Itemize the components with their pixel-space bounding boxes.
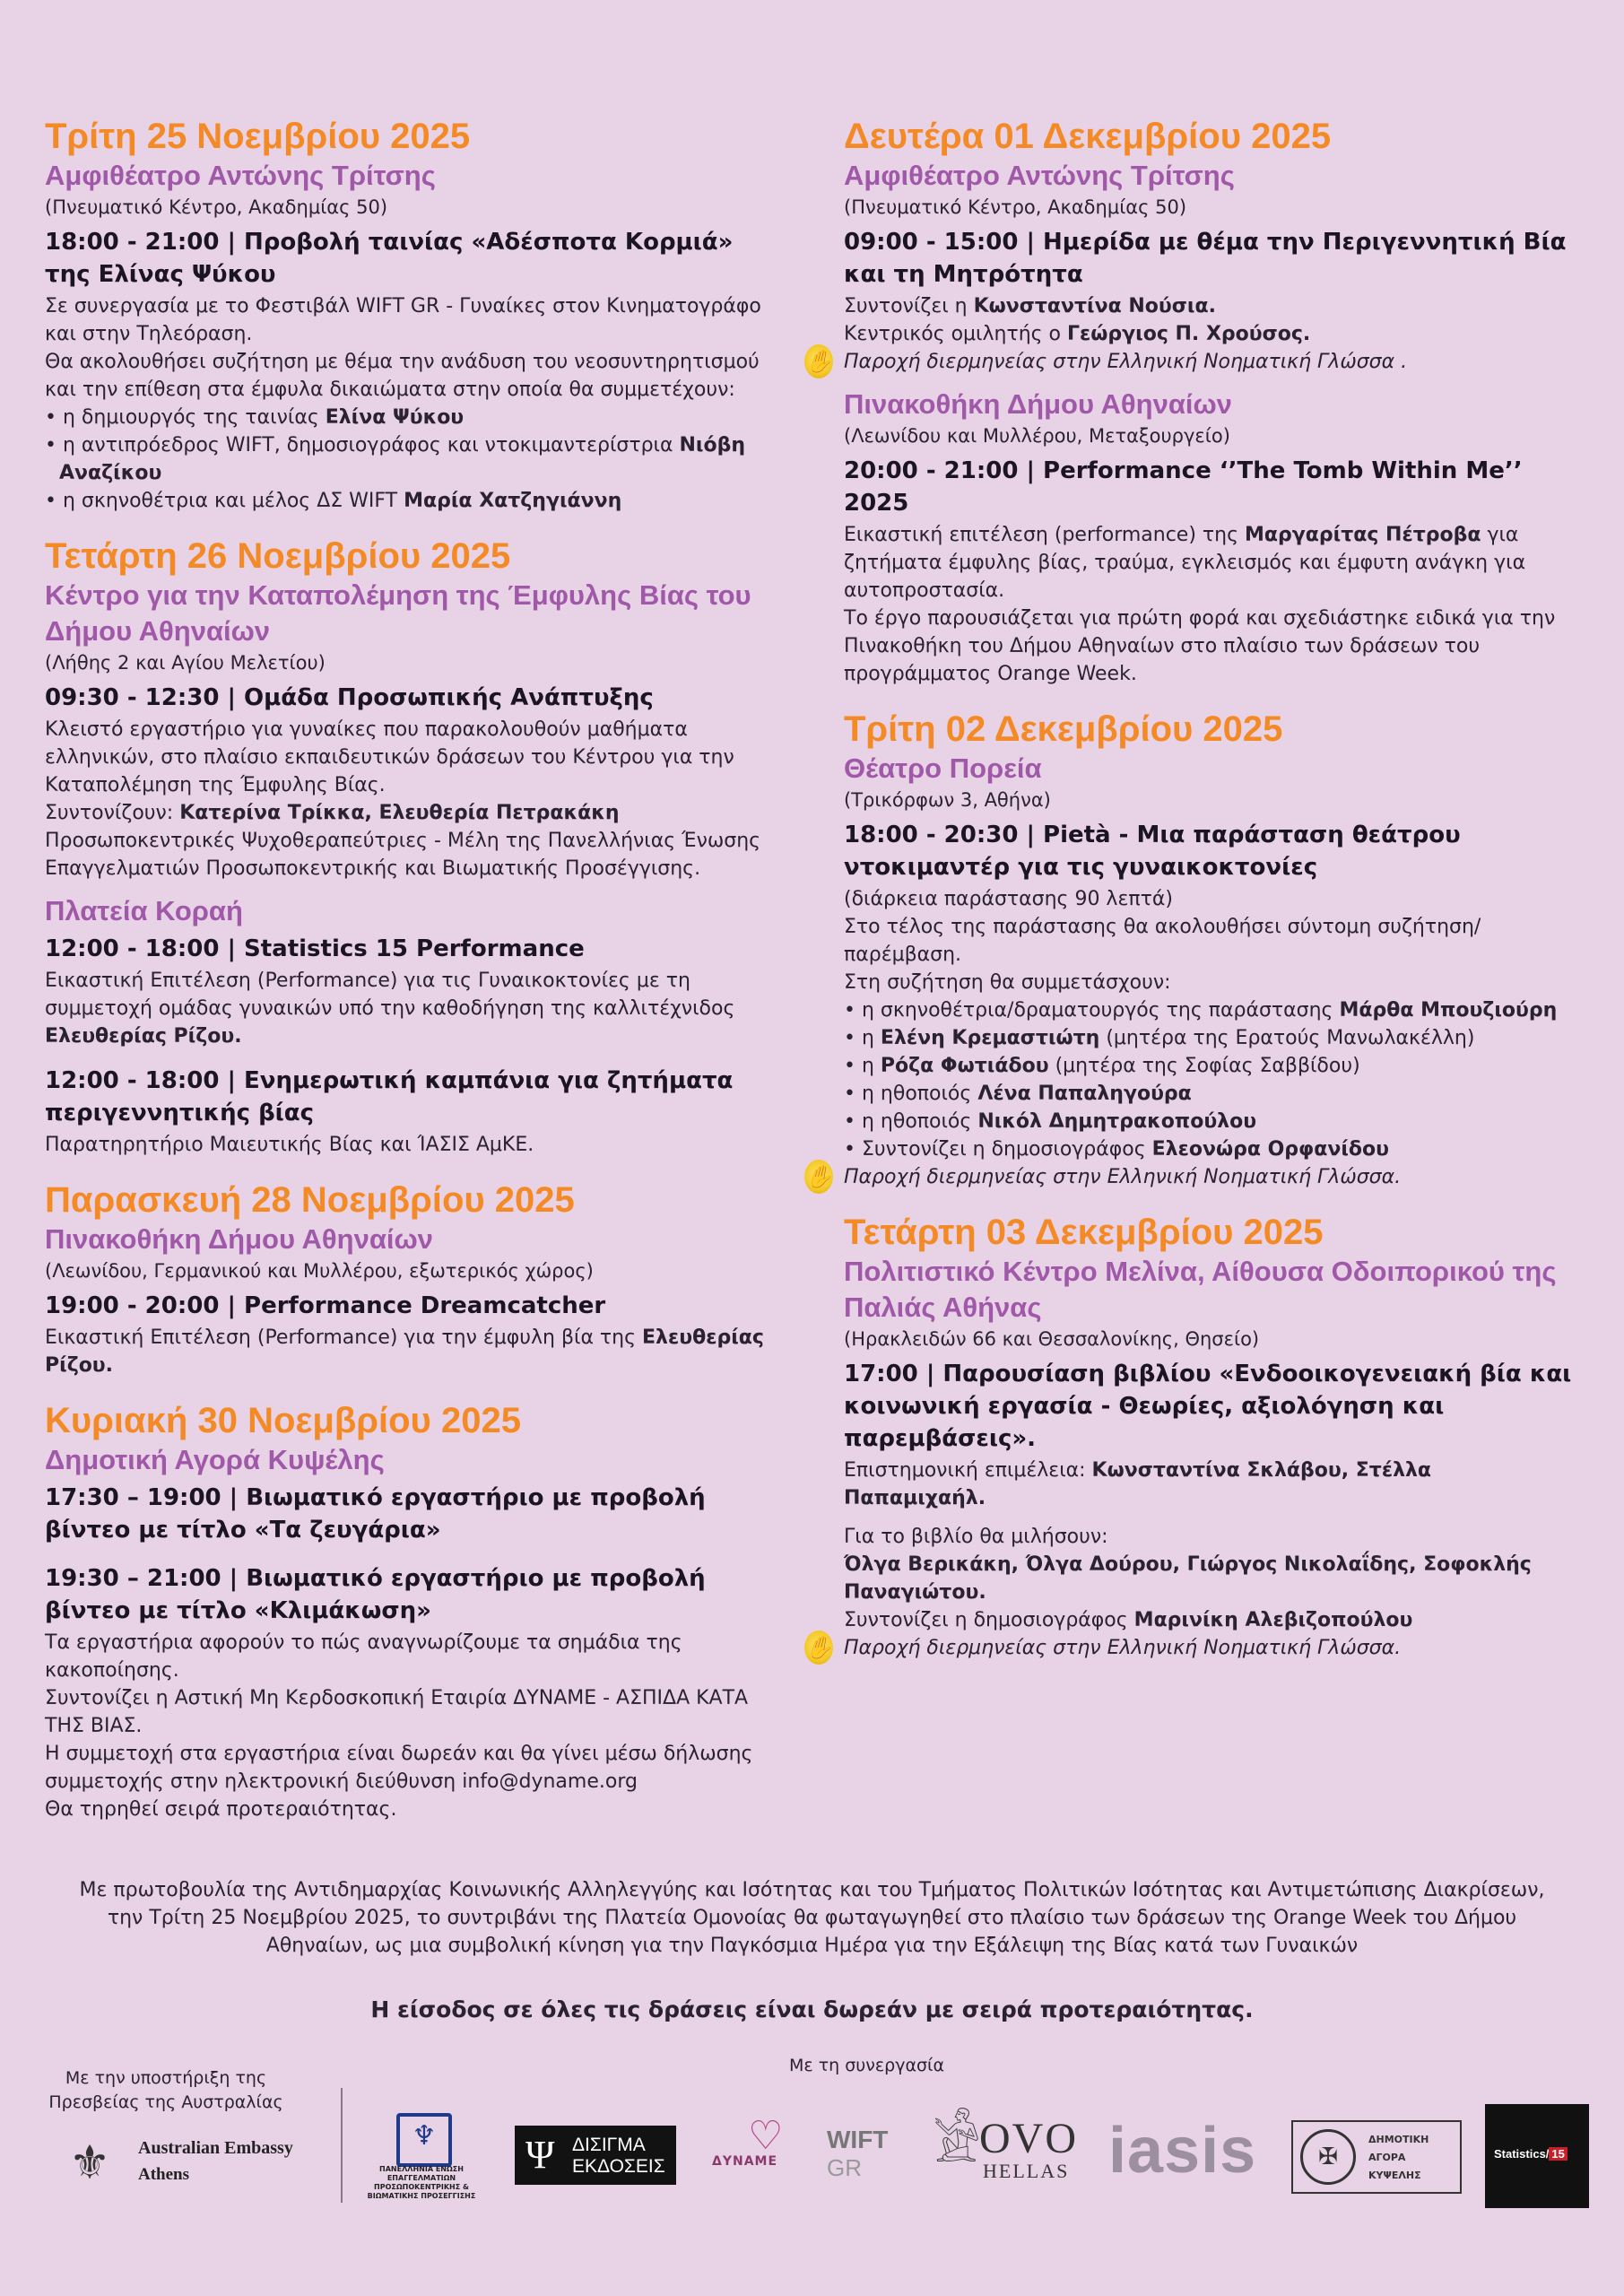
event-description: Θα ακολουθήσει συζήτηση με θέμα την ανάδυση του νεοσυντηρητισμού και την επίθεση στα έμφυλα δικαιώματα στην οποία θα συμμετέχουν:: [45, 351, 760, 401]
logo-text: ΔΥΝΑΜΕ: [712, 2154, 778, 2169]
event-title: 19:00 - 20:00 | Performance Dreamcatcher: [45, 1292, 606, 1319]
venue-address: (Ηρακλειδών 66 και Θεσσαλονίκης, Θησείο): [844, 1328, 1260, 1350]
logo-text: OVO: [979, 2115, 1078, 2162]
event-description: Το έργο παρουσιάζεται για πρώτη φορά και σχεδιάστηκε ειδικά για την Πινακοθήκη του Δήμου Αθηναίων στο πλαίσιο των δράσεων του προγράμματος Orange Week.: [844, 607, 1556, 685]
venue-address: (Λεωνίδου και Μυλλέρου, Μεταξουργείο): [844, 425, 1230, 447]
support-caption: Με την υποστήριξη της Πρεσβείας της Αυστραλίας: [48, 2068, 283, 2112]
event-title: 09:00 - 15:00 | Ημερίδα με θέμα την Περιγεννητική Βία και τη Μητρότητα: [844, 229, 1567, 288]
event-coordinator: Συντονίζει η Κωνσταντίνα Νούσια.: [844, 295, 1216, 317]
panellinia-enosi-logo: [359, 2113, 484, 2203]
event-title: 20:00 - 21:00 | Performance ‘’The Tomb Within Me’’ 2025: [844, 457, 1523, 517]
logo-divider: [341, 2088, 343, 2203]
event-speaker: Κεντρικός ομιλητής ο Γεώργιος Π. Χρούσος.: [844, 323, 1311, 345]
tree-icon: ♆: [396, 2113, 452, 2167]
event-description: Συντονίζει η Αστική Μη Κερδοσκοπική Εταιρία ΔΥΝΑΜΕ - ΑΣΠΙΔΑ ΚΑΤΑ ΤΗΣ ΒΙΑΣ.: [45, 1687, 749, 1737]
list-item: • η ηθοποιός Νικόλ Δημητρακοπούλου: [844, 1108, 1579, 1135]
event-description: Κλειστό εργαστήριο για γυναίκες που παρακολουθούν μαθήματα ελληνικών, στο πλαίσιο εκπαιδευτικών δράσεων του Κέντρου για την Καταπολέμηση της Έμφυλης Βίας.: [45, 718, 734, 796]
logo-text: ΠΑΝΕΛΛΗΝΙΑ ΕΝΩΣΗ ΕΠΑΓΓΕΛΜΑΤΙΩΝ ΠΡΟΣΩΠΟΚΕΝΤΡΙΚΗΣ & ΒΙΩΜΑΤΙΚΗΣ ΠΡΟΣΕΓΓΙΣΗΣ: [367, 2165, 476, 2200]
coat-of-arms-icon: ⚜: [68, 2136, 111, 2190]
event-title: 09:30 - 12:30 | Ομάδα Προσωπικής Ανάπτυξης: [45, 684, 654, 711]
day-heading: Κυριακή 30 Νοεμβρίου 2025: [45, 1401, 521, 1440]
right-column: [805, 115, 1579, 1662]
event-duration: (διάρκεια παράστασης 90 λεπτά): [844, 888, 1173, 910]
event-title: 18:00 - 21:00 | Προβολή ταινίας «Αδέσποτα Κορμιά» της Ελίνας Ψύκου: [45, 229, 734, 288]
footer-note: Με πρωτοβουλία της Αντιδημαρχίας Κοινωνικής Αλληλεγγύης και Ισότητας και του Τμήματος Πολιτικών Ισότητας και Αντιμετώπισης Διακρίσεων, την Τρίτη 25 Νοεμβρίου 2025, το συντριβάνι της Πλατεία Ομονοίας θα φωταγωγηθεί στο πλαίσιο των δράσεων της Orange Week του Δήμου Αθηναίων, ως μια συμβολική κίνηση για την Παγκόσμια Ημέρα για την Εξάλειψη της Βίας κατά των Γυναικών: [79, 1879, 1545, 1957]
list-item: • η σκηνοθέτρια και μέλος ΔΣ WIFT Μαρία Χατζηγιάννη: [45, 487, 780, 515]
participant-list: [844, 996, 1579, 1163]
sign-language-note: ✋ Παροχή διερμηνείας στην Ελληνική Νοηματική Γλώσσα.: [844, 1634, 1579, 1662]
event-title: 18:00 - 20:30 | Pietà - Μια παράσταση θεάτρου ντοκιμαντέρ για τις γυναικοκτονίες: [844, 822, 1461, 881]
venue-address: (Λήθης 2 και Αγίου Μελετίου): [45, 652, 326, 674]
event-description: Θα τηρηθεί σειρά προτεραιότητας.: [45, 1798, 397, 1821]
book-editors: Επιστημονική επιμέλεια: Κωνσταντίνα Σκλάβου, Στέλλα Παπαμιχαήλ.: [844, 1459, 1432, 1509]
event-description: Παρατηρητήριο Μαιευτικής Βίας και ΊΑΣΙΣ ΑμΚΕ.: [45, 1134, 534, 1156]
event-description: Προσωποκεντρικές Ψυχοθεραπεύτριες - Μέλη της Πανελλήνιας Ένωσης Επαγγελματιών Προσωποκεντρικής και Βιωματικής Προσέγγισης.: [45, 830, 761, 880]
venue-heading: Πολιτιστικό Κέντρο Μελίνα, Αίθουσα Οδοιπορικού της Παλιάς Αθήνας: [844, 1256, 1557, 1323]
event-coordinators: Συντονίζουν: Κατερίνα Τρίκκα, Ελευθερία Πετρακάκη: [45, 802, 620, 824]
sign-language-hand-icon: ✋: [804, 1631, 833, 1665]
collaboration-caption: Με τη συνεργασία: [789, 2056, 944, 2075]
sign-language-note: ✋ Παροχή διερμηνείας στην Ελληνική Νοηματική Γλώσσα .: [844, 348, 1579, 376]
event-description: Η συμμετοχή στα εργαστήρια είναι δωρεάν και θα γίνει μέσω δήλωσης συμμετοχής στην ηλεκτρονική διεύθυνση info@dyname.org: [45, 1743, 753, 1793]
list-item: • η Ελένη Κρεμαστιώτη (μητέρα της Ερατούς Μανωλακέλλη): [844, 1024, 1579, 1052]
day-heading: Παρασκευή 28 Νοεμβρίου 2025: [45, 1180, 575, 1220]
day-heading: Τρίτη 02 Δεκεμβρίου 2025: [844, 709, 1283, 749]
day-heading: Τρίτη 25 Νοεμβρίου 2025: [45, 117, 471, 156]
australian-embassy-logo: [54, 2135, 323, 2192]
venue-heading: Πινακοθήκη Δήμου Αθηναίων: [45, 1223, 433, 1255]
free-entry-notice: Η είσοδος σε όλες τις δράσεις είναι δωρεάν με σειρά προτεραιότητας.: [370, 1996, 1254, 2022]
left-column: [45, 115, 780, 1823]
statistics-15-logo: [1485, 2104, 1589, 2208]
venue-heading: Κέντρο για την Καταπολέμηση της Έμφυλης Βίας του Δήμου Αθηναίων: [45, 579, 751, 647]
iasis-logo: iasis: [1108, 2115, 1257, 2187]
disigma-logo: [515, 2126, 676, 2185]
venue-address: (Πνευματικό Κέντρο, Ακαδημίας 50): [844, 196, 1187, 218]
participant-list: [45, 404, 780, 515]
disigma-symbol-icon: Ψ: [525, 2133, 555, 2177]
list-item: • Συντονίζει η δημοσιογράφος Ελεονώρα Ορφανίδου: [844, 1135, 1579, 1163]
dimotiki-agora-kypselis-logo: [1291, 2120, 1462, 2194]
wift-gr-logo: [827, 2126, 908, 2183]
book-speakers: Όλγα Βερικάκη, Όλγα Δούρου, Γιώργος Νικολαΐδης, Σοφοκλής Παναγιώτου.: [844, 1553, 1532, 1604]
logo-text: WIFT: [827, 2126, 889, 2153]
logo-text: HELLAS: [983, 2160, 1070, 2182]
event-title: 17:30 – 19:00 | Βιωματικό εργαστήριο με προβολή βίντεο με τίτλο «Τα ζευγάρια»: [45, 1484, 706, 1544]
event-coordinator: Συντονίζει η δημοσιογράφος Μαρινίκη Αλεβιζοπούλου: [844, 1609, 1413, 1631]
event-description: Τα εργαστήρια αφορούν το πώς αναγνωρίζουμε τα σημάδια της κακοποίησης.: [45, 1631, 682, 1682]
venue-address: (Τρικόρφων 3, Αθήνα): [844, 789, 1051, 811]
logo-text: Australian Embassy: [138, 2138, 293, 2158]
day-heading: Τετάρτη 26 Νοεμβρίου 2025: [45, 536, 511, 576]
venue-heading: Πινακοθήκη Δήμου Αθηναίων: [844, 388, 1232, 420]
list-item: • η δημιουργός της ταινίας Ελίνα Ψύκου: [45, 404, 780, 431]
event-description: Στη συζήτηση θα συμμετάσχουν:: [844, 971, 1171, 994]
day-heading: Τετάρτη 03 Δεκεμβρίου 2025: [844, 1213, 1324, 1252]
event-description: Εικαστική επιτέλεση (performance) της Μαργαρίτας Πέτροβα για ζητήματα έμφυλης βίας, τραύμα, εγκλεισμός και έμφυτη ανάγκη για αυτοπροστασία.: [844, 524, 1526, 602]
list-item: • η σκηνοθέτρια/δραματουργός της παράστασης Μάρθα Μπουζιούρη: [844, 996, 1579, 1024]
event-description: Εικαστική Επιτέλεση (Performance) για τις Γυναικοκτονίες με τη συμμετοχή ομάδας γυναικών υπό την καθοδήγηση της καλλιτέχνιδος Ελευθερίας Ρίζου.: [45, 970, 735, 1048]
list-item: • η αντιπρόεδρος WIFT, δημοσιογράφος και ντοκιμαντερίστρια Νιόβη Αναζίκου: [45, 431, 780, 487]
venue-address: (Λεωνίδου, Γερμανικού και Μυλλέρου, εξωτερικός χώρος): [45, 1260, 594, 1282]
event-title: 17:00 | Παρουσίαση βιβλίου «Ενδοοικογενειακή βία και κοινωνική εργασία - Θεωρίες, αξιολόγηση και παρεμβάσεις».: [844, 1361, 1572, 1452]
dyname-logo: [712, 2113, 802, 2185]
event-title: 19:30 – 21:00 | Βιωματικό εργαστήριο με προβολή βίντεο με τίτλο «Κλιμάκωση»: [45, 1565, 706, 1624]
figure-icon: 𓀀: [933, 2112, 981, 2175]
venue-heading: Δημοτική Αγορά Κυψέλης: [45, 1444, 385, 1475]
sign-language-note: ✋ Παροχή διερμηνείας στην Ελληνική Νοηματική Γλώσσα.: [844, 1163, 1579, 1191]
venue-heading: Θέατρο Πορεία: [844, 752, 1042, 784]
logo-text: Statistics/ 15: [1494, 2147, 1568, 2161]
venue-address: (Πνευματικό Κέντρο, Ακαδημίας 50): [45, 196, 388, 218]
list-item: • η ηθοποιός Λένα Παπαληγούρα: [844, 1080, 1579, 1108]
logo-text: ΔΙΣΙΓΜΑ ΕΚΔΟΣΕΙΣ: [572, 2135, 665, 2177]
event-description: Εικαστική Επιτέλεση (Performance) για την έμφυλη βία της Ελευθερίας Ρίζου.: [45, 1326, 764, 1377]
sign-language-hand-icon: ✋: [804, 344, 833, 378]
list-item: • η Ρόζα Φωτιάδου (μητέρα της Σοφίας Σαββίδου): [844, 1052, 1579, 1080]
logo-text: ΔΗΜΟΤΙΚΗ ΑΓΟΡΑ ΚΥΨΕΛΗΣ: [1368, 2134, 1429, 2181]
event-title: 12:00 - 18:00 | Statistics 15 Performance: [45, 935, 585, 962]
event-description: Στο τέλος της παράστασης θα ακολουθήσει σύντομη συζήτηση/παρέμβαση.: [844, 916, 1481, 966]
venue-heading: Αμφιθέατρο Αντώνης Τρίτσης: [45, 160, 436, 191]
logo-text: GR: [827, 2154, 862, 2181]
event-description: Σε συνεργασία με το Φεστιβάλ WIFT GR - Γυναίκες στον Κινηματογράφο και στην Τηλεόραση.: [45, 295, 761, 345]
event-title: 12:00 - 18:00 | Ενημερωτική καμπάνια για ζητήματα περιγεννητικής βίας: [45, 1067, 734, 1126]
municipal-seal-icon: ✠: [1300, 2129, 1356, 2185]
venue-heading: Πλατεία Κοραή: [45, 895, 243, 926]
venue-heading: Αμφιθέατρο Αντώνης Τρίτσης: [844, 160, 1235, 191]
logo-text: Athens: [138, 2165, 190, 2184]
heart-icon: ♡: [748, 2113, 784, 2159]
sign-language-hand-icon: ✋: [804, 1160, 833, 1194]
day-heading: Δευτέρα 01 Δεκεμβρίου 2025: [844, 117, 1332, 156]
ovo-hellas-logo: [933, 2108, 1085, 2190]
book-speakers-label: Για το βιβλίο θα μιλήσουν:: [844, 1526, 1108, 1548]
